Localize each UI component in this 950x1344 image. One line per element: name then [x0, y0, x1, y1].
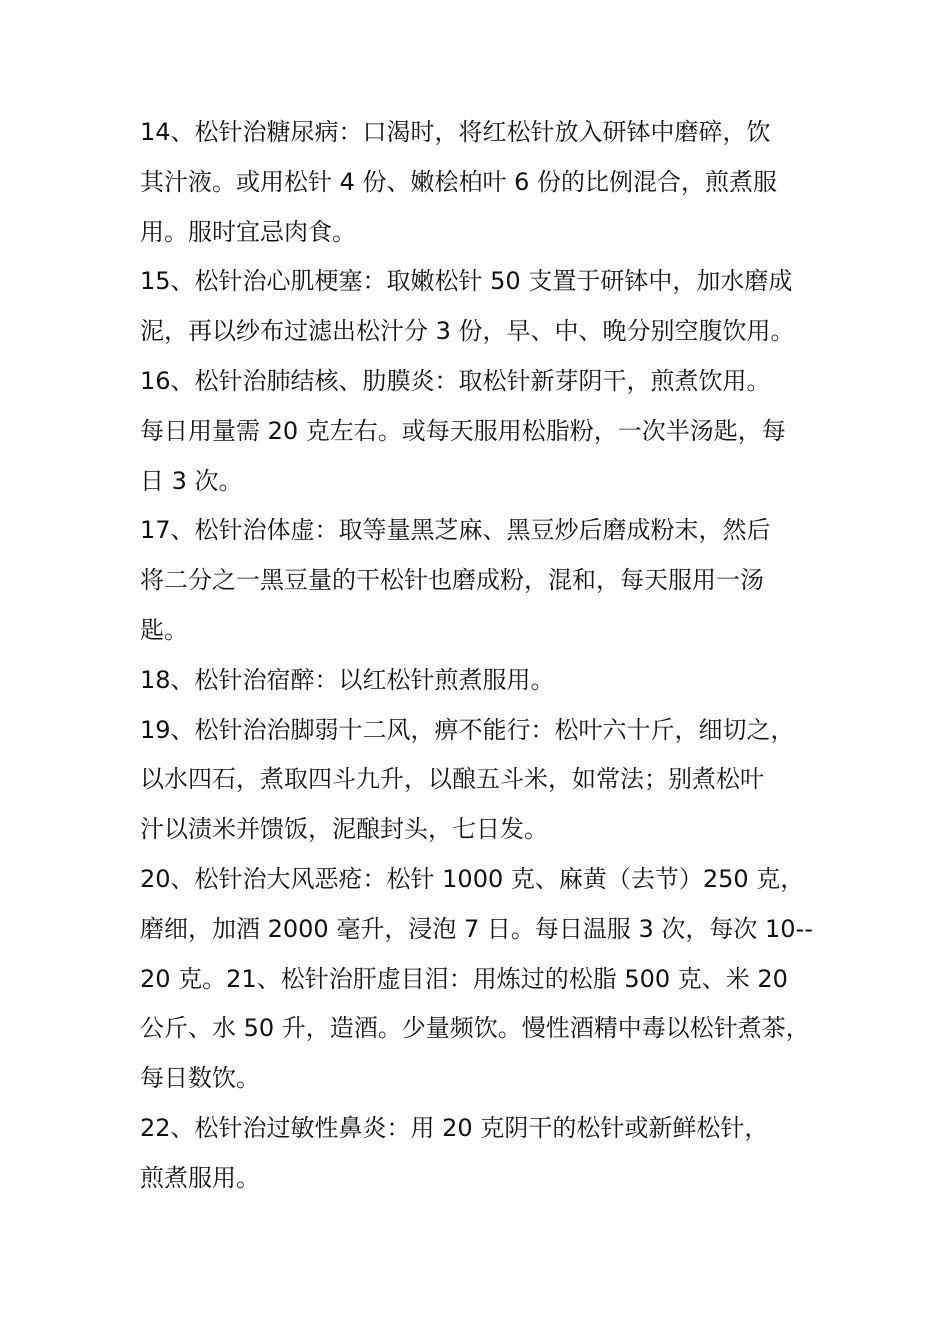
- text-line: 22、松针治过敏性鼻炎：用 20 克阴干的松针或新鲜松针，: [140, 1113, 769, 1142]
- text-line: 以水四石，煮取四斗九升，以酿五斗米，如常法；别煮松叶: [140, 765, 764, 794]
- text-line: 每日用量需 20 克左右。或每天服用松脂粉，一次半汤匙，每: [140, 416, 786, 445]
- text-line: 其汁液。或用松针 4 份、嫩桧柏叶 6 份的比例混合，煎煮服: [140, 167, 778, 196]
- text-line: 20、松针治大风恶疮：松针 1000 克、麻黄（去节）250 克，: [140, 864, 805, 893]
- text-line: 15、松针治心肌梗塞：取嫩松针 50 支置于研钵中，加水磨成: [140, 267, 793, 296]
- text-line: 汁以渍米并馈饭，泥酿封头，七日发。: [140, 815, 548, 844]
- text-line: 磨细，加酒 2000 毫升，浸泡 7 日。每日温服 3 次，每次 10--: [140, 914, 813, 943]
- text-line: 煎煮服用。: [140, 1163, 260, 1192]
- text-line: 将二分之一黑豆量的干松针也磨成粉，混和，每天服用一汤: [140, 566, 764, 595]
- text-line: 公斤、水 50 升，造酒。少量频饮。慢性酒精中毒以松针煮茶，: [140, 1014, 810, 1043]
- text-line: 匙。: [140, 615, 188, 644]
- text-line: 16、松针治肺结核、肋膜炎：取松针新芽阴干，煎煮饮用。: [140, 366, 771, 395]
- text-line: 19、松针治治脚弱十二风，痹不能行：松叶六十斤，细切之，: [140, 715, 795, 744]
- text-line: 20 克。21、松针治肝虚目泪：用炼过的松脂 500 克、米 20: [140, 964, 788, 993]
- document-body: [140, 108, 840, 1204]
- text-line: 日 3 次。: [140, 466, 243, 495]
- text-line: 用。服时宜忌肉食。: [140, 217, 356, 246]
- text-line: 14、松针治糖尿病：口渴时，将红松针放入研钵中磨碎，饮: [140, 118, 771, 146]
- text-line: 每日数饮。: [140, 1064, 260, 1093]
- text-line: 17、松针治体虚：取等量黑芝麻、黑豆炒后磨成粉末，然后: [140, 516, 771, 545]
- text-line: 18、松针治宿醉：以红松针煎煮服用。: [140, 665, 555, 694]
- text-line: 泥，再以纱布过滤出松汁分 3 份，早、中、晚分别空腹饮用。: [140, 317, 795, 346]
